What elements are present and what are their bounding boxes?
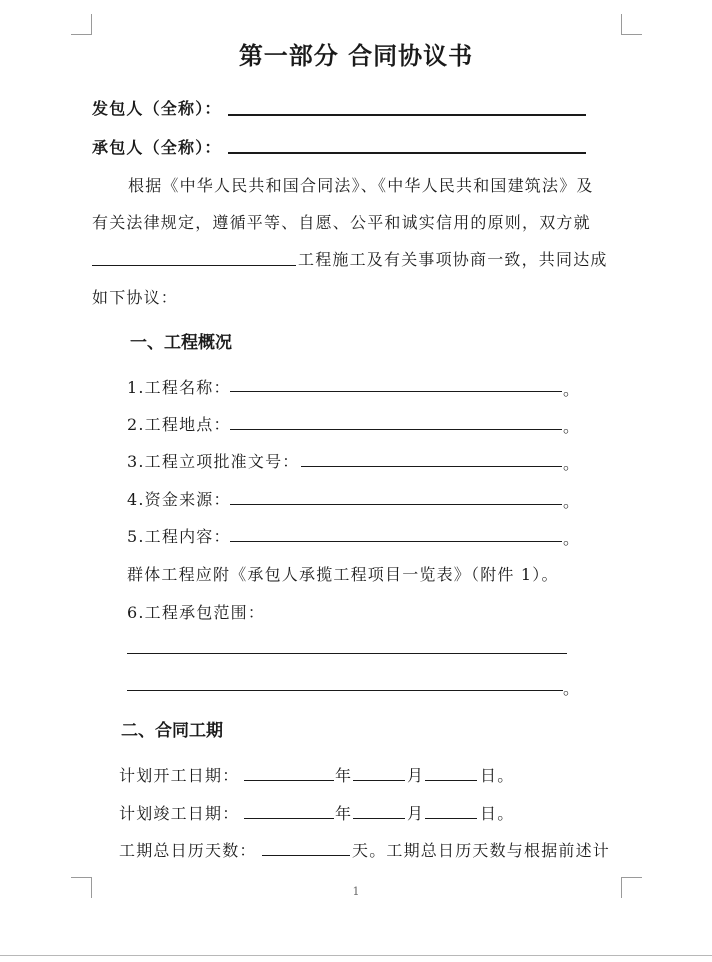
finish-year-unit: 年 xyxy=(335,804,353,823)
finish-year-blank[interactable] xyxy=(244,818,334,819)
duration-blank[interactable] xyxy=(262,855,350,856)
item-location-blank[interactable] xyxy=(230,429,562,430)
crop-mark-top-left xyxy=(71,14,92,35)
start-day-unit: 日。 xyxy=(480,766,515,785)
employer-label: 发包人（全称）： xyxy=(92,99,222,118)
preamble-line-2: 有关法律规定，遵循平等、自愿、公平和诚实信用的原则，双方就 xyxy=(92,213,591,232)
item-project-name-label: 1.工程名称： xyxy=(127,378,231,397)
project-name-blank[interactable] xyxy=(92,265,296,266)
item-location-end: 。 xyxy=(563,417,581,436)
preamble-line-4: 如下协议： xyxy=(92,288,179,307)
item-content-label: 5.工程内容： xyxy=(127,527,231,546)
item-scope-blank-2[interactable] xyxy=(127,690,563,691)
employer-blank[interactable] xyxy=(228,114,586,116)
item-scope-label: 6.工程承包范围： xyxy=(127,603,266,622)
item-funding-end: 。 xyxy=(563,492,581,511)
duration-label: 工期总日历天数： xyxy=(119,841,257,860)
item-approval-no-end: 。 xyxy=(563,454,581,473)
finish-day-blank[interactable] xyxy=(425,818,477,819)
item-project-name-blank[interactable] xyxy=(230,391,562,392)
finish-month-unit: 月 xyxy=(407,804,425,823)
start-month-unit: 月 xyxy=(407,766,425,785)
finish-date-label: 计划竣工日期： xyxy=(119,804,240,823)
item-approval-no-blank[interactable] xyxy=(301,466,562,467)
page-number: 1 xyxy=(352,885,360,898)
item-project-name-end: 。 xyxy=(563,380,581,399)
duration-suffix: 天。工期总日历天数与根据前述计 xyxy=(352,841,611,860)
preamble-line-1: 根据《中华人民共和国合同法》、《中华人民共和国建筑法》及 xyxy=(128,176,594,195)
page-bottom-divider xyxy=(0,955,712,956)
item-funding-label: 4.资金来源： xyxy=(127,490,231,509)
item-content-blank[interactable] xyxy=(230,541,562,542)
finish-month-blank[interactable] xyxy=(353,818,405,819)
start-year-blank[interactable] xyxy=(244,780,334,781)
start-date-label: 计划开工日期： xyxy=(119,766,240,785)
item-approval-no-label: 3.工程立项批准文号： xyxy=(127,452,300,471)
contractor-blank[interactable] xyxy=(228,152,586,154)
item-scope-end: 。 xyxy=(563,679,581,698)
start-day-blank[interactable] xyxy=(425,780,477,781)
start-year-unit: 年 xyxy=(335,766,353,785)
group-project-note: 群体工程应附《承包人承揽工程项目一览表》（附件 1）。 xyxy=(127,565,559,584)
section-1-heading: 一、工程概况 xyxy=(130,333,232,353)
crop-mark-top-right xyxy=(621,14,642,35)
preamble-line-3: 工程施工及有关事项协商一致，共同达成 xyxy=(298,250,608,269)
contractor-label: 承包人（全称）： xyxy=(92,138,222,157)
item-scope-blank-1[interactable] xyxy=(127,653,567,654)
document-title: 第一部分 合同协议书 xyxy=(238,41,474,70)
item-location-label: 2.工程地点： xyxy=(127,415,231,434)
section-2-heading: 二、合同工期 xyxy=(121,721,223,741)
start-month-blank[interactable] xyxy=(353,780,405,781)
item-content-end: 。 xyxy=(563,529,581,548)
item-funding-blank[interactable] xyxy=(230,504,562,505)
finish-day-unit: 日。 xyxy=(480,804,515,823)
